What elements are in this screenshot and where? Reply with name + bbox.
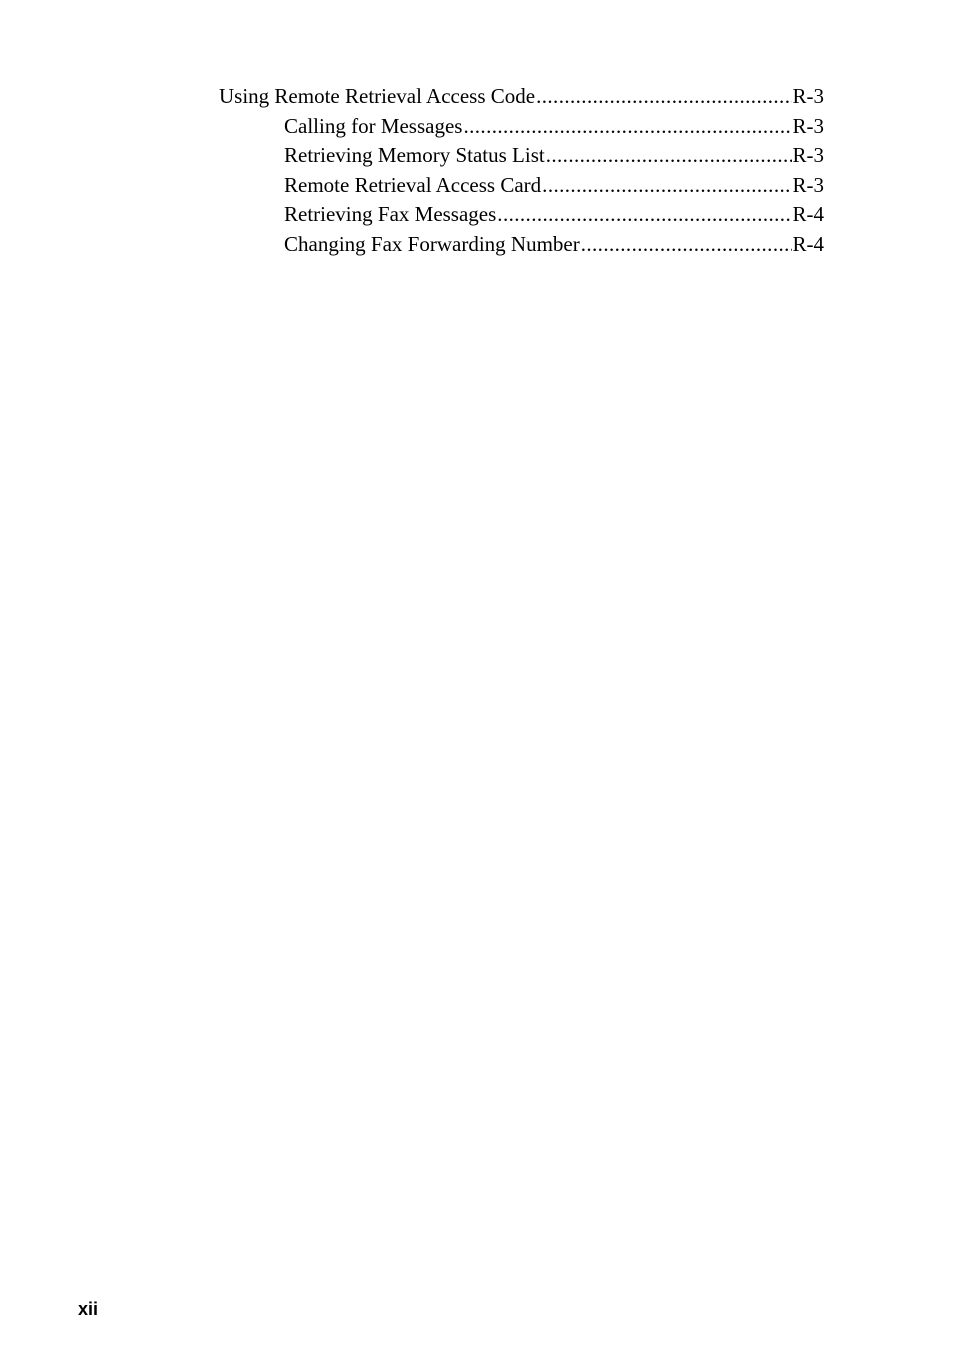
- toc-entry-page: R-4: [792, 231, 824, 256]
- table-of-contents: [219, 82, 824, 260]
- toc-entry-page: R-3: [792, 84, 824, 108]
- toc-entry-page: R-4: [792, 202, 824, 227]
- toc-entry[interactable]: [219, 230, 824, 260]
- toc-entry-page: R-3: [792, 172, 824, 197]
- toc-dot-leader: [542, 171, 791, 201]
- toc-entry-title: Retrieving Fax Messages: [284, 202, 497, 227]
- toc-entry-title: Using Remote Retrieval Access Code: [219, 84, 536, 108]
- toc-entry[interactable]: [219, 112, 824, 142]
- toc-dot-leader: [581, 230, 792, 260]
- toc-dot-leader: [546, 141, 792, 171]
- toc-entry-title: Retrieving Memory Status List: [284, 143, 545, 168]
- toc-entry-page: R-3: [792, 113, 824, 138]
- toc-entry-title: Changing Fax Forwarding Number: [284, 231, 580, 256]
- toc-dot-leader: [497, 200, 791, 230]
- toc-entry-title: Remote Retrieval Access Card: [284, 172, 542, 197]
- page-number: xii: [78, 1299, 99, 1319]
- toc-entry-page: R-3: [792, 143, 824, 168]
- toc-dot-leader: [536, 82, 791, 112]
- toc-entry[interactable]: [219, 200, 824, 230]
- toc-entry[interactable]: [219, 82, 824, 112]
- toc-entry[interactable]: [219, 141, 824, 171]
- toc-entry-title: Calling for Messages: [284, 113, 463, 138]
- toc-dot-leader: [463, 112, 791, 142]
- toc-entry[interactable]: [219, 171, 824, 201]
